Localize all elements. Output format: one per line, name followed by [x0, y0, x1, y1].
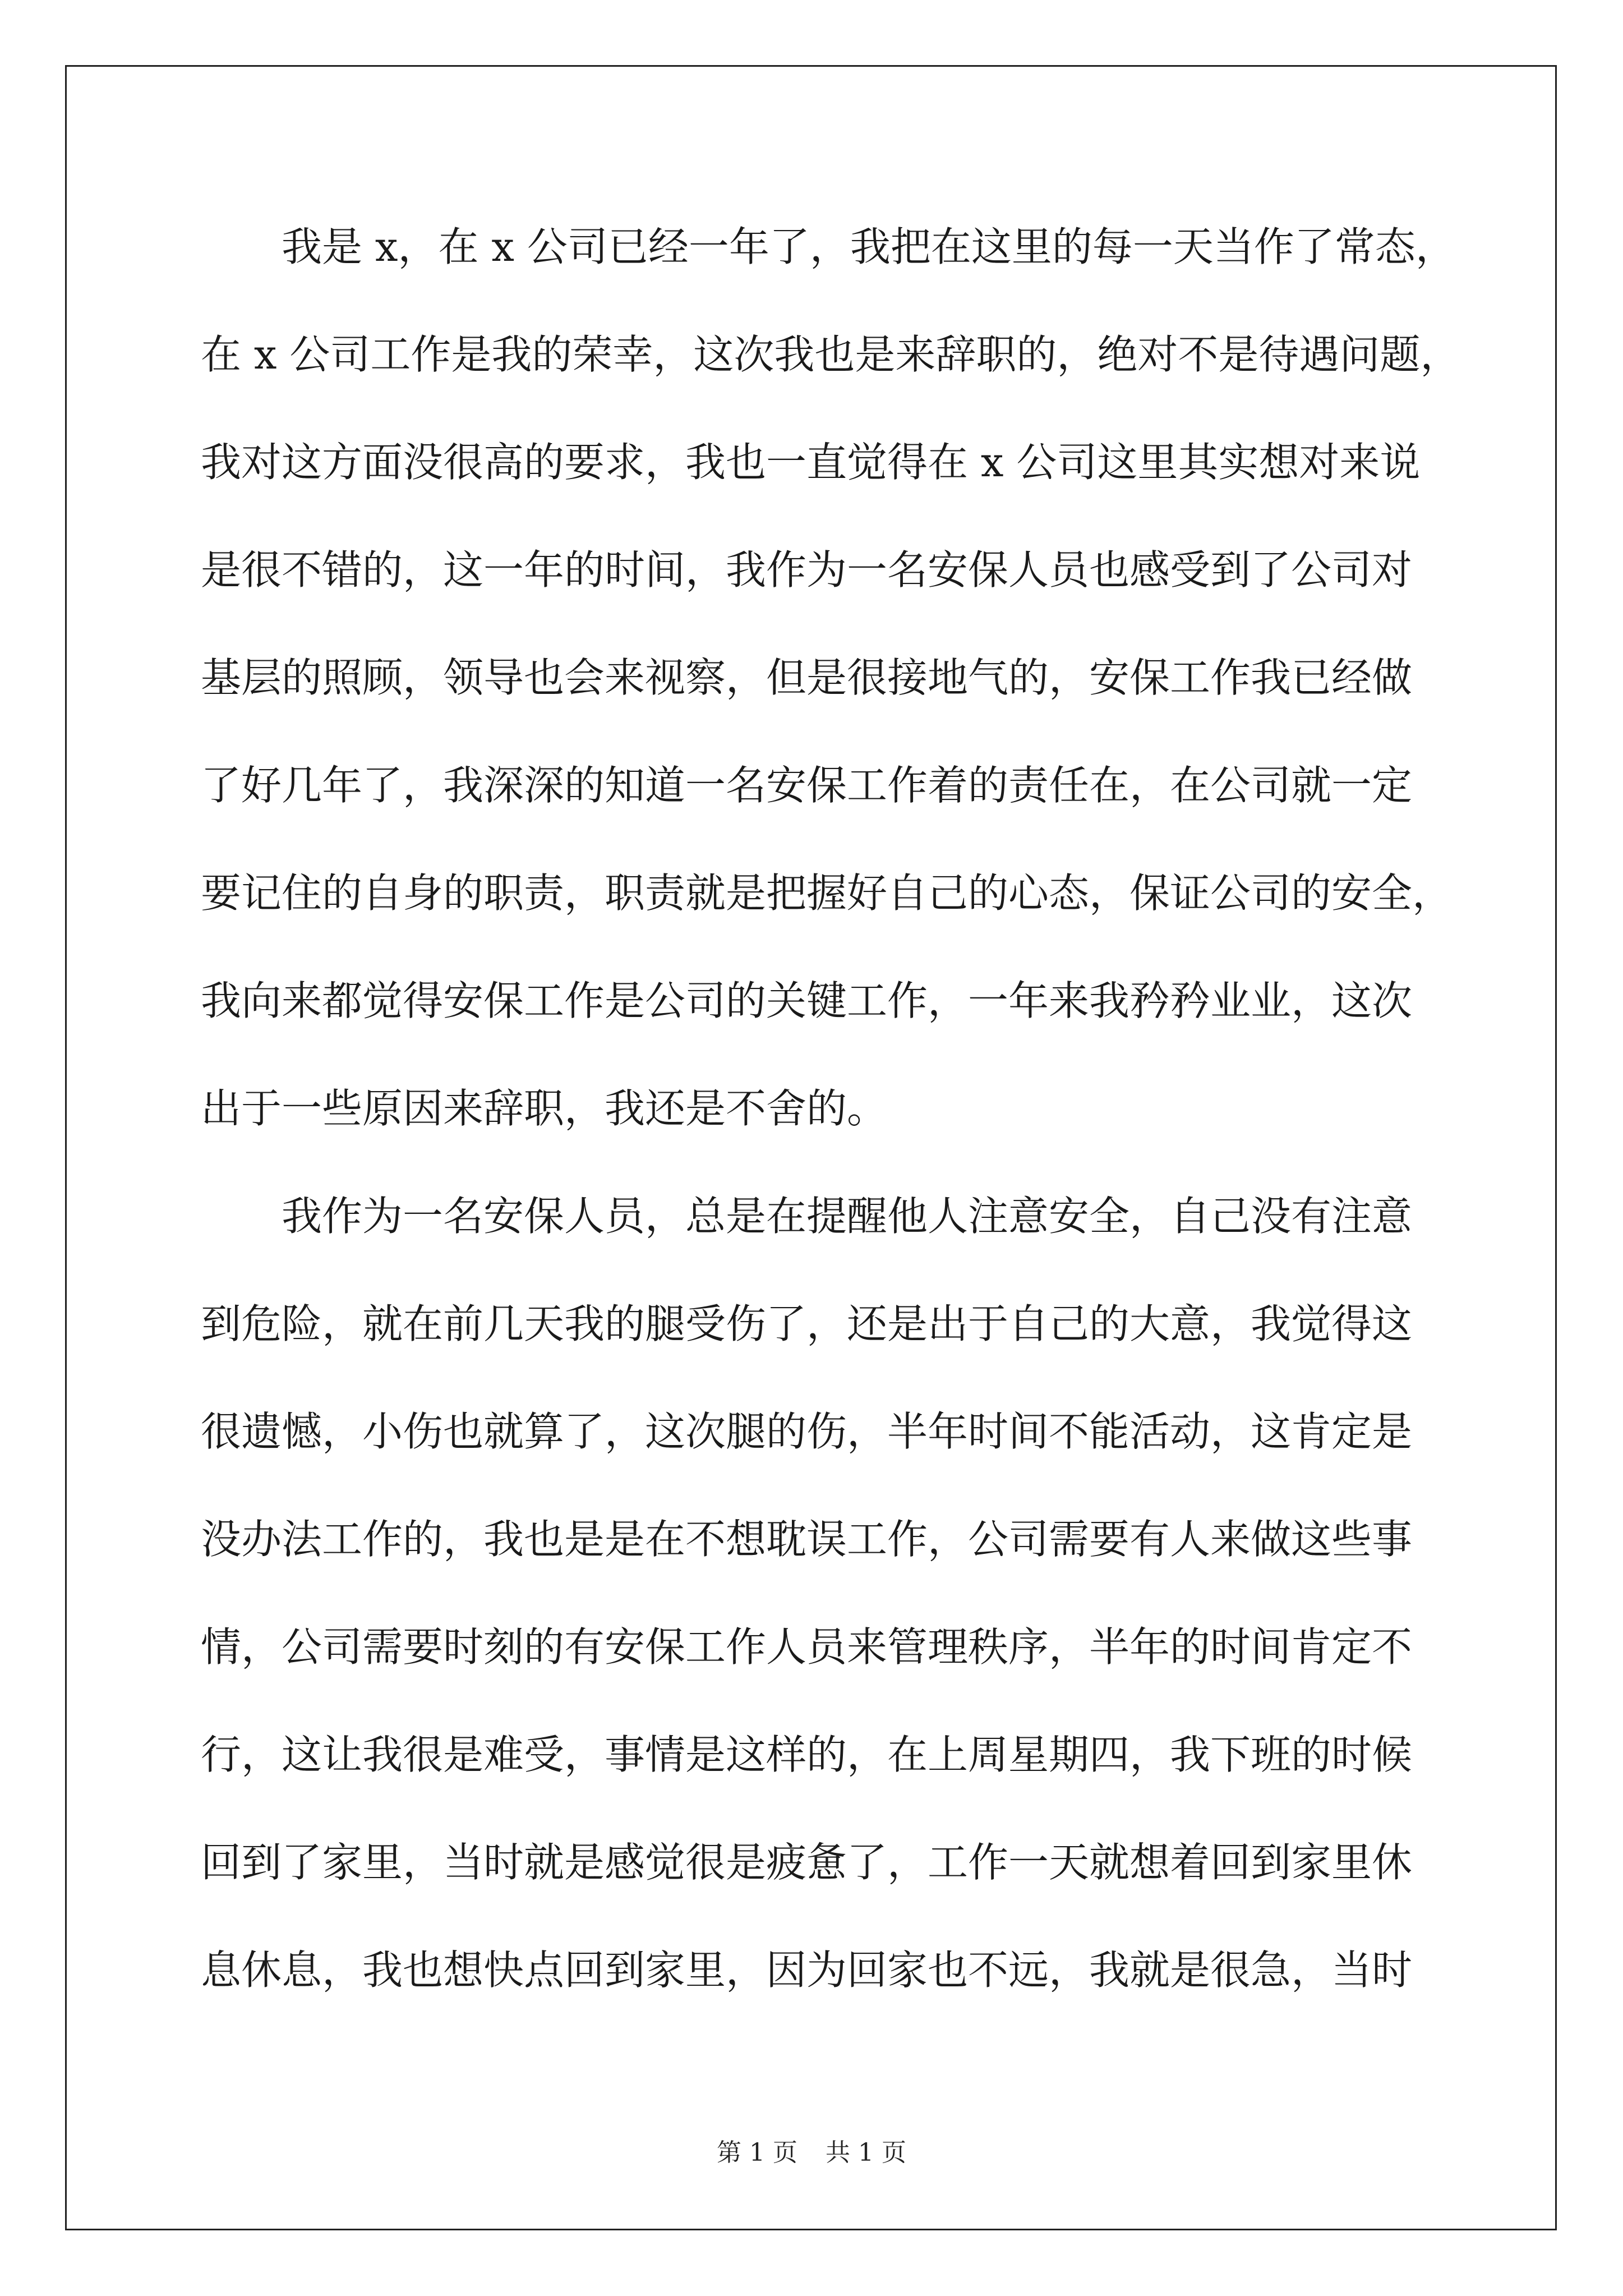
paragraph-line: 行，这让我很是难受，事情是这样的，在上周星期四，我下班的时候 [201, 1731, 1413, 1778]
paragraph-line: 基层的照顾，领导也会来视察，但是很接地气的，安保工作我已经做 [201, 654, 1413, 701]
paragraph-line: 到危险，就在前几天我的腿受伤了，还是出于自己的大意，我觉得这 [201, 1300, 1413, 1347]
paragraph-line: 没办法工作的，我也是是在不想耽误工作，公司需要有人来做这些事 [201, 1516, 1413, 1563]
paragraph-line: 很遗憾，小伤也就算了，这次腿的伤，半年时间不能活动，这肯定是 [201, 1408, 1413, 1455]
paragraph-line: 我是 x，在 x 公司已经一年了，我把在这里的每一天当作了常态， [282, 223, 1456, 270]
paragraph-line: 回到了家里，当时就是感觉很是疲惫了，工作一天就想着回到家里休 [201, 1839, 1413, 1886]
paragraph-line: 情，公司需要时刻的有安保工作人员来管理秩序，半年的时间肯定不 [201, 1623, 1413, 1671]
paragraph-line: 在 x 公司工作是我的荣幸，这次我也是来辞职的，绝对不是待遇问题， [201, 331, 1461, 378]
page-footer [0, 2136, 1623, 2170]
page-number: 第 1 页 [717, 2138, 797, 2167]
paragraph-line: 我作为一名安保人员，总是在提醒他人注意安全，自己没有注意 [282, 1193, 1413, 1240]
paragraph-line: 息休息，我也想快点回到家里，因为回家也不远，我就是很急，当时 [201, 1947, 1413, 1994]
page-total: 共 1 页 [826, 2138, 906, 2167]
paragraph-line: 了好几年了，我深深的知道一名安保工作着的责任在，在公司就一定 [201, 762, 1413, 809]
paragraph-line: 出于一些原因来辞职，我还是不舍的。 [201, 1085, 888, 1132]
paragraph-line: 要记住的自身的职责，职责就是把握好自己的心态，保证公司的安全， [201, 869, 1453, 917]
paragraph-line: 我向来都觉得安保工作是公司的关键工作，一年来我矜矜业业，这次 [201, 977, 1413, 1024]
page-border [65, 65, 1557, 2230]
paragraph-line: 是很不错的，这一年的时间，我作为一名安保人员也感受到了公司对 [201, 546, 1413, 593]
paragraph-line: 我对这方面没很高的要求，我也一直觉得在 x 公司这里其实想对来说 [201, 439, 1421, 486]
